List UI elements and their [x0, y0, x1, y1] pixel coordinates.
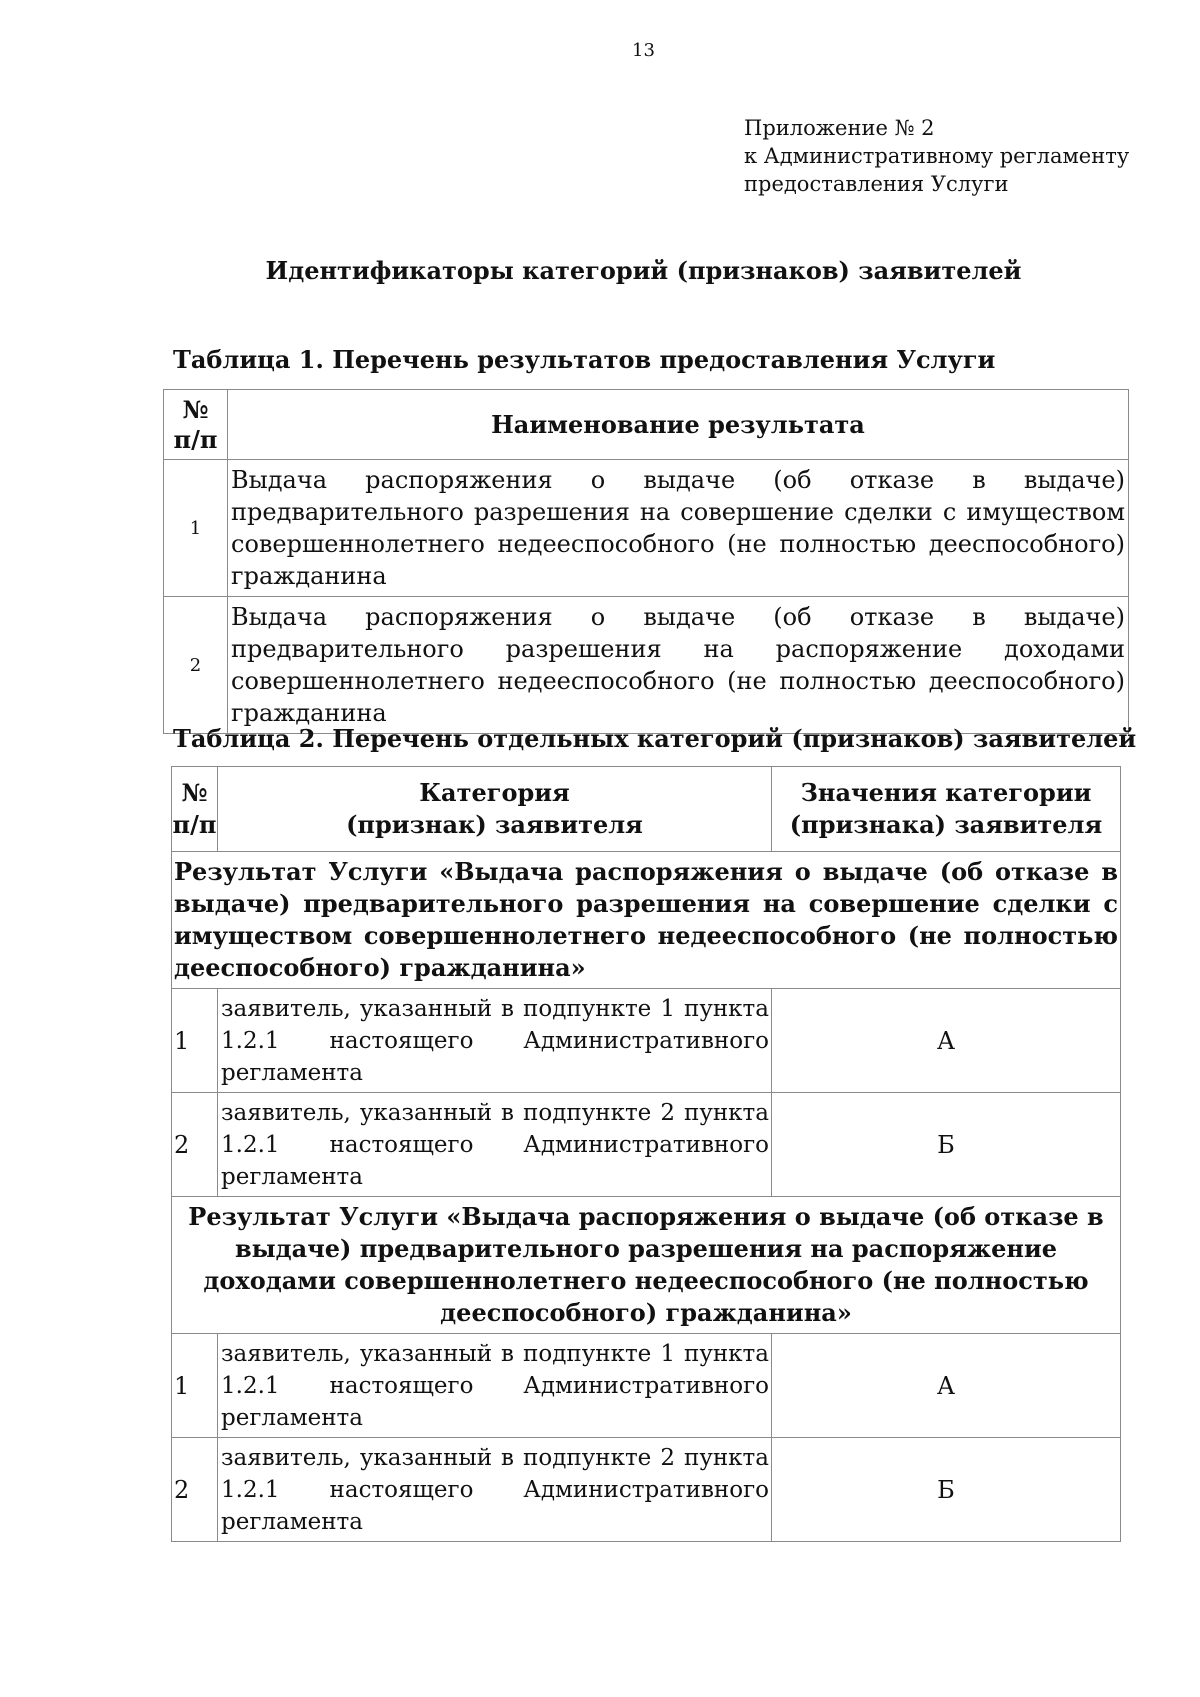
result-name: Выдача распоряжения о выдаче (об отказе в выдаче) предварительного разрешения на распоряжение доходами совершеннолетнего недееспособного (не полностью дееспособного) гражданина	[228, 597, 1129, 734]
table-row	[164, 460, 1129, 597]
header-number	[164, 390, 228, 460]
category-value: А	[772, 989, 1121, 1093]
category-text: заявитель, указанный в подпункте 2 пункта 1.2.1 настоящего Административного регламента	[218, 1438, 772, 1542]
table-row	[172, 1334, 1121, 1438]
section-title: Результат Услуги «Выдача распоряжения о выдаче (об отказе в выдаче) предварительного разрешения на распоряжение доходами совершеннолетнего недееспособного (не полностью дееспособного) гражданина»	[172, 1197, 1121, 1334]
table1-caption: Таблица 1. Перечень результатов предоставления Услуги	[173, 345, 996, 374]
table2-caption: Таблица 2. Перечень отдельных категорий (признаков) заявителей	[173, 724, 1137, 753]
category-text: заявитель, указанный в подпункте 1 пункта 1.2.1 настоящего Административного регламента	[218, 1334, 772, 1438]
header-number-abbr: п/п	[173, 424, 218, 454]
row-number: 1	[172, 1334, 218, 1438]
header-number-abbr: п/п	[172, 810, 217, 839]
header-category	[218, 767, 772, 852]
header-value	[772, 767, 1121, 852]
category-text: заявитель, указанный в подпункте 1 пункта 1.2.1 настоящего Административного регламента	[218, 989, 772, 1093]
table-row	[164, 597, 1129, 734]
appendix-note	[744, 114, 1129, 198]
header-value-line-1: Значения категории	[800, 778, 1092, 807]
appendix-line-2: к Административному регламенту	[744, 144, 1130, 168]
row-number: 1	[172, 989, 218, 1093]
table-header-row	[172, 767, 1121, 852]
section-header-row	[172, 852, 1121, 989]
header-number-symbol: №	[181, 778, 208, 807]
category-value: Б	[772, 1438, 1121, 1542]
row-number: 1	[164, 460, 228, 597]
section-header-row	[172, 1197, 1121, 1334]
appendix-line-3: предоставления Услуги	[744, 172, 1009, 196]
result-name: Выдача распоряжения о выдаче (об отказе в выдаче) предварительного разрешения на совершение сделки с имуществом совершеннолетнего недееспособного (не полностью дееспособного) гражданина	[228, 460, 1129, 597]
categories-table	[171, 766, 1121, 1542]
header-category-line-2: (признак) заявителя	[346, 810, 643, 839]
header-category-line-1: Категория	[419, 778, 570, 807]
header-value-line-2: (признака) заявителя	[789, 810, 1103, 839]
table-row	[172, 1093, 1121, 1197]
document-title: Идентификаторы категорий (признаков) заявителей	[265, 256, 1022, 285]
category-value: Б	[772, 1093, 1121, 1197]
category-value: А	[772, 1334, 1121, 1438]
results-table	[163, 389, 1129, 734]
row-number: 2	[172, 1093, 218, 1197]
table-row	[172, 989, 1121, 1093]
table-header-row	[164, 390, 1129, 460]
header-result-name: Наименование результата	[228, 390, 1129, 460]
category-text: заявитель, указанный в подпункте 2 пункта 1.2.1 настоящего Административного регламента	[218, 1093, 772, 1197]
section-title: Результат Услуги «Выдача распоряжения о выдаче (об отказе в выдаче) предварительного разрешения на совершение сделки с имуществом совершеннолетнего недееспособного (не полностью дееспособного) гражданина»	[172, 852, 1121, 989]
appendix-line-1: Приложение № 2	[744, 116, 935, 140]
page-number: 13	[632, 40, 655, 61]
header-number-symbol: №	[182, 394, 209, 424]
row-number: 2	[172, 1438, 218, 1542]
table-row	[172, 1438, 1121, 1542]
header-number	[172, 767, 218, 852]
row-number: 2	[164, 597, 228, 734]
